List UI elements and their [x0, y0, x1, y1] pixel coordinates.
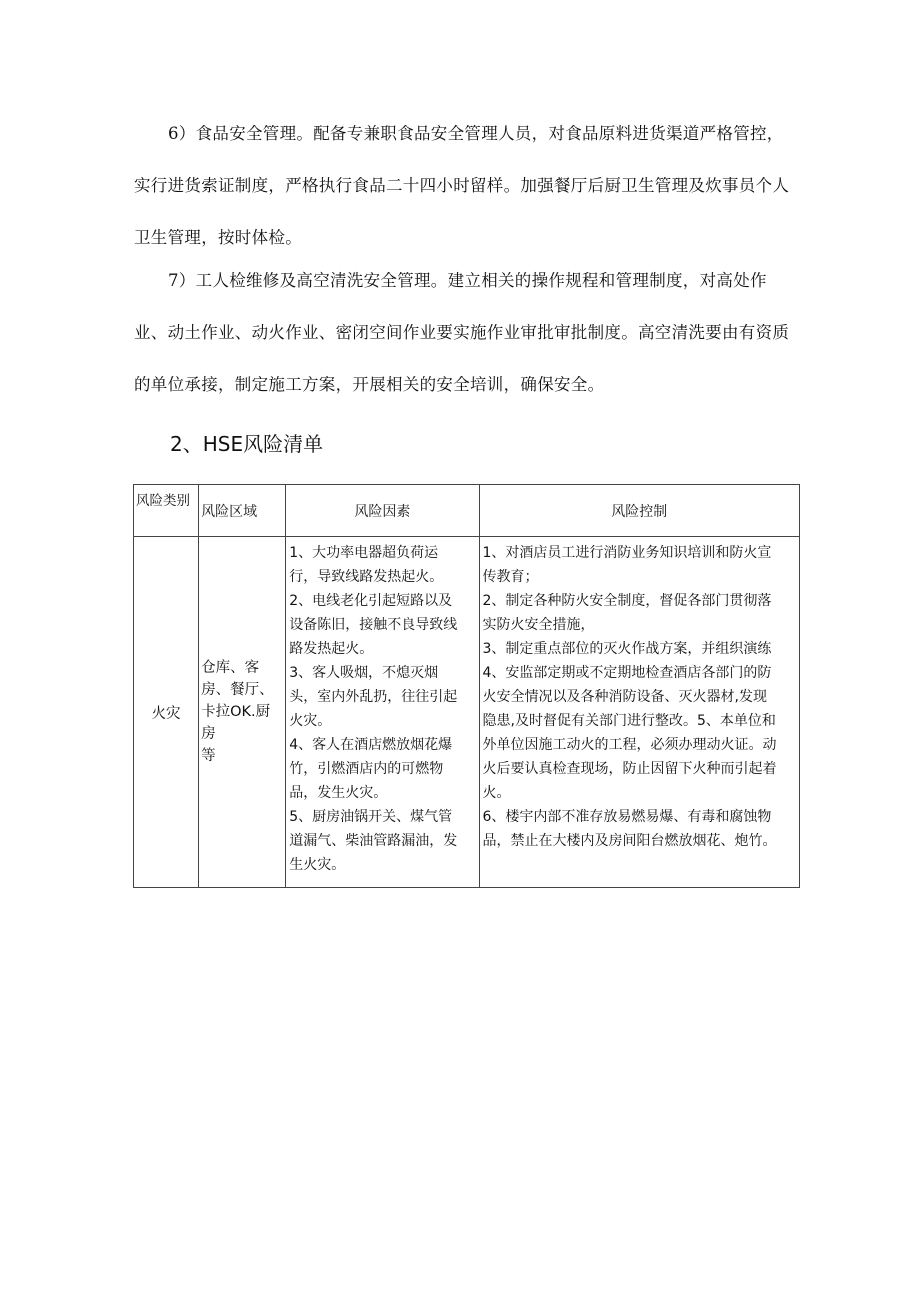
area-line: 房、餐厅、 [201, 682, 274, 698]
factor-line: 1、大功率电器超负荷运 [289, 545, 439, 561]
factor-line: 3、客人吸烟，不熄灭烟 [289, 665, 439, 681]
factor-line: 5、厨房油锅开关、煤气管 [289, 809, 453, 825]
control-line: 3、制定重点部位的灭火作战方案，并组织演练 [482, 641, 772, 657]
paragraph-maintenance-safety [134, 255, 794, 411]
cell-risk-control [479, 537, 800, 888]
factor-line: 头，室内外乱扔，往往引起 [289, 689, 458, 705]
area-line: 等 [201, 748, 216, 764]
paragraph-line: 业、动土作业、动火作业、密闭空间作业要实施作业审批审批制度。高空清洗要由有资质 [134, 323, 790, 342]
control-line: 6、楼宇内部不准存放易燃易爆、有毒和腐蚀物 [482, 809, 772, 825]
factor-line: 品，发生火灾。 [289, 785, 388, 801]
area-line: 仓库、客 [201, 660, 260, 676]
paragraph-line: 的单位承接，制定施工方案，开展相关的安全培训，确保安全。 [134, 375, 605, 394]
paragraph-line: 实行进货索证制度，严格执行食品二十四小时留样。加强餐厅后厨卫生管理及炊事员个人 [134, 176, 790, 195]
paragraph-line: 6）食品安全管理。配备专兼职食品安全管理人员，对食品原料进货渠道严格管控， [168, 124, 784, 143]
control-line: 火后要认真检查现场，防止因留下火种而引起着 [482, 761, 777, 777]
factor-line: 竹，引燃酒店内的可燃物 [289, 761, 444, 777]
factor-line: 路发热起火。 [289, 641, 374, 657]
hse-risk-table [133, 484, 800, 888]
table-row [134, 537, 800, 888]
header-risk-factors: 风险因素 [286, 485, 479, 537]
cell-risk-category: 火灾 [134, 537, 199, 888]
control-line: 隐患,及时督促有关部门进行整改。5、本单位和 [482, 713, 776, 729]
area-line: 卡拉OK.厨 [201, 704, 271, 720]
control-line: 传教育； [482, 569, 539, 585]
control-line: 2、制定各种防火安全制度，督促各部门贯彻落 [482, 593, 772, 609]
factor-line: 4、客人在酒店燃放烟花爆 [289, 737, 453, 753]
header-risk-category: 风险类别 [134, 485, 199, 537]
control-line: 实防火安全措施， [482, 617, 595, 633]
control-line: 4、安监部定期或不定期地检查酒店各部门的防 [482, 665, 772, 681]
factor-line: 道漏气、柴油管路漏油，发 [289, 833, 458, 849]
factor-line: 生火灾。 [289, 857, 346, 873]
header-risk-control: 风险控制 [479, 485, 800, 537]
factor-line: 火灾。 [289, 713, 332, 729]
factor-line: 设备陈旧，接触不良导致线 [289, 617, 458, 633]
cell-risk-area [199, 537, 286, 888]
table-header-row [134, 485, 800, 537]
area-line: 房 [201, 726, 216, 742]
paragraph-line: 7）工人检维修及高空清洗安全管理。建立相关的操作规程和管理制度，对高处作 [168, 271, 767, 290]
paragraph-food-safety [134, 108, 794, 264]
paragraph-line: 卫生管理，按时体检。 [134, 228, 302, 247]
control-line: 外单位因施工动火的工程，必须办理动火证。动 [482, 737, 777, 753]
header-risk-area: 风险区域 [199, 485, 286, 537]
control-line: 火。 [482, 785, 511, 801]
factor-line: 行，导致线路发热起火。 [289, 569, 444, 585]
control-line: 1、对酒店员工进行消防业务知识培训和防火宣 [482, 545, 772, 561]
section-title: 2、HSE风险清单 [170, 432, 324, 456]
control-line: 火安全情况以及各种消防设备、灭火器材,发现 [482, 689, 767, 705]
cell-risk-factors [286, 537, 479, 888]
control-line: 品，禁止在大楼内及房间阳台燃放烟花、炮竹。 [482, 833, 777, 849]
factor-line: 2、电线老化引起短路以及 [289, 593, 453, 609]
